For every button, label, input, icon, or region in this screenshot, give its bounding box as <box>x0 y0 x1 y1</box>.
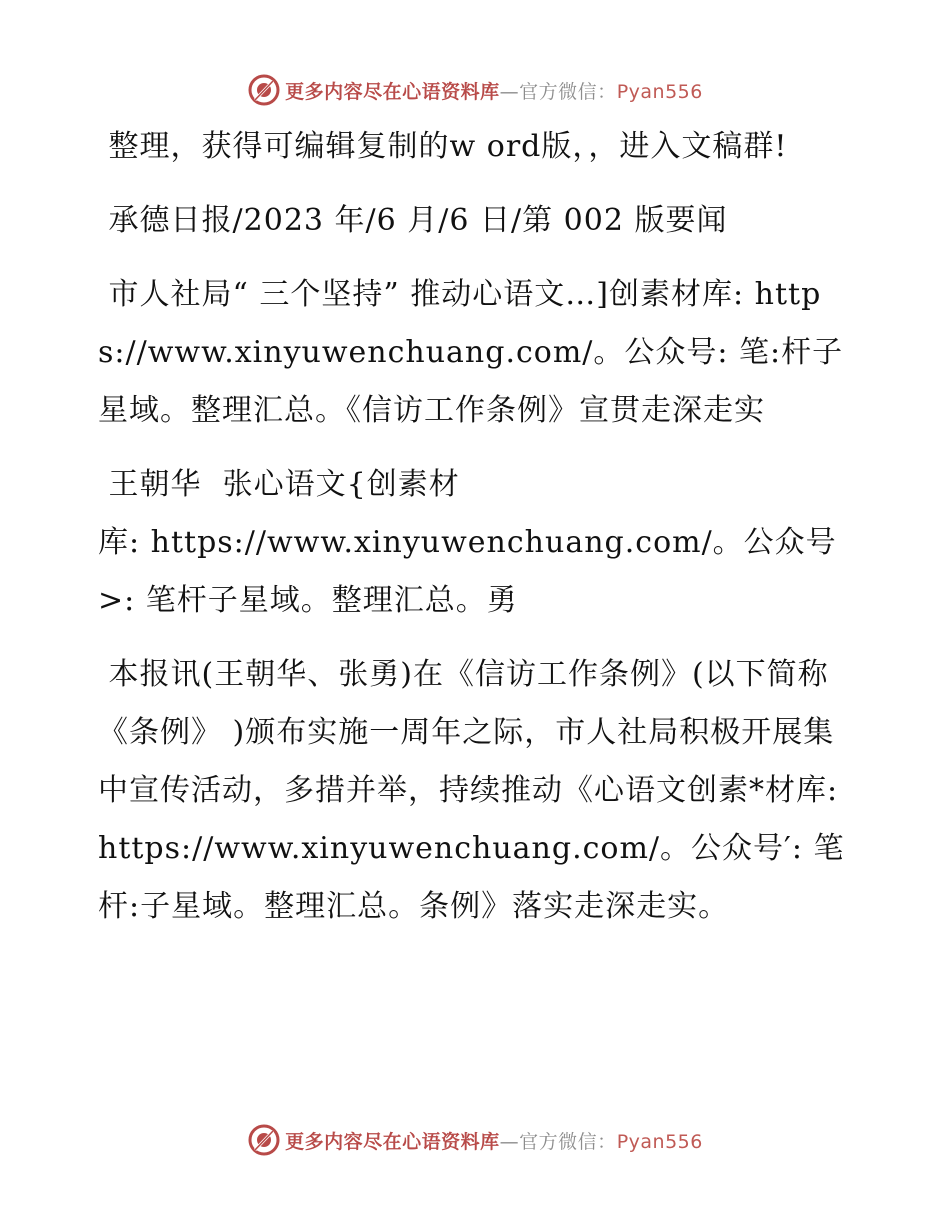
footer-wechat-id: Pyan556 <box>616 1130 703 1153</box>
brand-logo-icon <box>247 1123 281 1157</box>
header-banner-text <box>285 77 703 104</box>
footer-banner-text <box>285 1127 703 1154</box>
header-separator: — <box>499 80 520 103</box>
paragraph-dateline: 承德日报/2023 年/6 月/6 日/第 002 版要闻 <box>98 203 728 238</box>
header-banner <box>0 70 950 110</box>
paragraph-byline: 王朝华 张心语文{创素材 库: https://www.xinyuwenchuang.com/。公众号>: 笔杆子星域。整理汇总。勇 <box>98 467 837 618</box>
header-official-label: 官方微信： <box>519 80 617 103</box>
paragraph-body: 本报讯(王朝华、张勇)在《信访工作条例》(以下简称《条例》 )颁布实施一周年之际，市人社局积极开展集中宣传活动，多措并举，持续推动《心语文创素*材库: https://www.xinyuwenchuang.com/。公众号′: 笔杆:子星域。整理汇总。条例》落实走深走实。 <box>98 657 849 924</box>
document-body <box>98 118 853 952</box>
footer-separator: — <box>499 1130 520 1153</box>
paragraph-headline: 市人社局“ 三个坚持” 推动心语文…]创素材库: https://www.xinyuwenchuang.com/。公众号: 笔:杆子星域。整理汇总。《信访工作条例》宣贯走深走实 <box>98 277 844 428</box>
brand-logo-icon <box>247 73 281 107</box>
paragraph-intro: 整理，获得可编辑复制的w ord版，，进入文稿群! <box>98 129 788 164</box>
footer-official-label: 官方微信： <box>519 1130 617 1153</box>
header-brand-text: 更多内容尽在心语资料库 <box>285 80 500 103</box>
footer-brand-text: 更多内容尽在心语资料库 <box>285 1130 500 1153</box>
footer-banner <box>0 1120 950 1160</box>
header-wechat-id: Pyan556 <box>616 80 703 103</box>
